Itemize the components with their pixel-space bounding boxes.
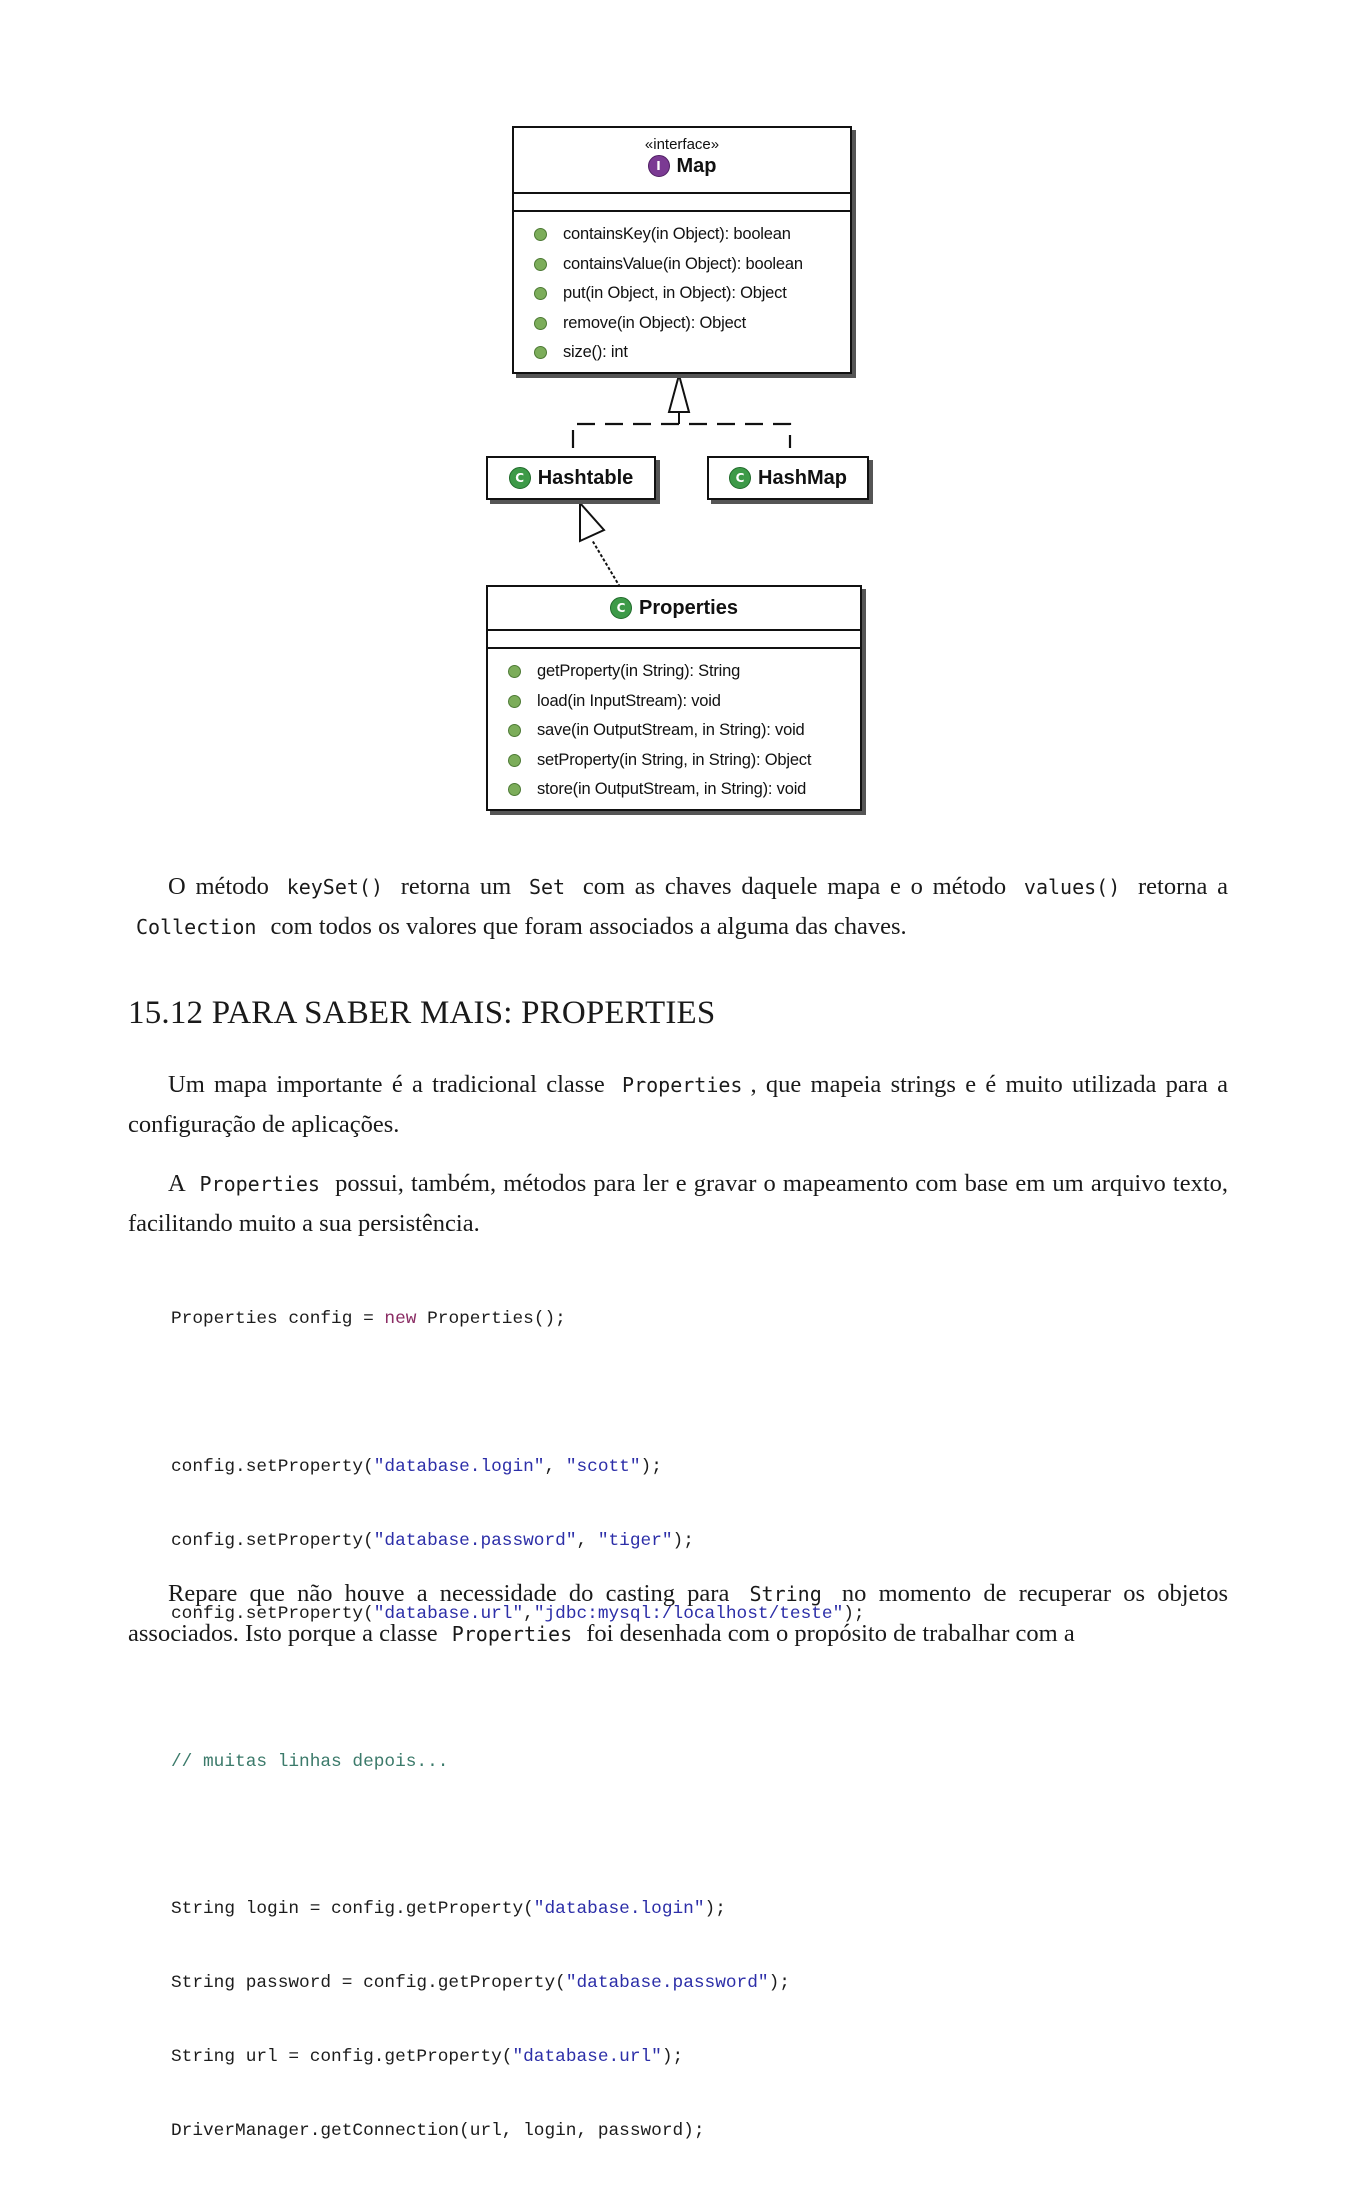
code-text: ); bbox=[640, 1456, 662, 1477]
uml-properties-name: Properties bbox=[639, 597, 738, 619]
uml-method-signature: size(): int bbox=[563, 343, 628, 362]
inline-code: Properties bbox=[451, 1622, 573, 1646]
code-string: "jdbc:mysql:/localhost/teste" bbox=[533, 1604, 844, 1625]
code-string: "database.password" bbox=[373, 1530, 577, 1551]
interface-icon: I bbox=[648, 155, 670, 177]
text: Um mapa importante é a tradicional classe bbox=[168, 1071, 615, 1098]
code-text: , bbox=[576, 1530, 598, 1551]
uml-class-diagram bbox=[0, 0, 1350, 830]
code-text: config.setProperty( bbox=[171, 1604, 374, 1625]
code-text: String url = config.getProperty( bbox=[171, 2047, 513, 2067]
code-text: ); bbox=[768, 1973, 790, 1994]
uml-method bbox=[514, 338, 850, 368]
uml-hashmap-title-row bbox=[729, 466, 847, 490]
code-block bbox=[171, 1258, 865, 2193]
inline-code: Properties bbox=[199, 1172, 320, 1196]
uml-hashtable-title-row bbox=[509, 466, 634, 490]
code-keyword: new bbox=[384, 1309, 417, 1330]
code-line-blank bbox=[171, 1824, 865, 1849]
code-text: , bbox=[544, 1456, 566, 1477]
code-text: ); bbox=[672, 1530, 694, 1551]
uml-method bbox=[488, 687, 860, 717]
code-line bbox=[171, 1971, 865, 1996]
paragraph-keyset-values bbox=[128, 867, 1228, 947]
code-text: ); bbox=[661, 2047, 684, 2067]
inline-code: Collection bbox=[136, 915, 257, 939]
text: O método bbox=[168, 873, 279, 900]
code-text: ); bbox=[704, 1899, 726, 1920]
code-text: ); bbox=[843, 1604, 865, 1625]
uml-method-signature: save(in OutputStream, in String): void bbox=[537, 721, 805, 740]
text: A bbox=[168, 1170, 192, 1197]
uml-method-signature: setProperty(in String, in String): Object bbox=[537, 750, 812, 769]
code-string: "database.login" bbox=[373, 1456, 545, 1477]
paragraph-properties-persistence bbox=[128, 1164, 1228, 1243]
text: retorna um bbox=[391, 873, 521, 900]
public-method-icon bbox=[508, 754, 521, 767]
code-string: "scott" bbox=[565, 1456, 641, 1477]
uml-method bbox=[488, 746, 860, 776]
code-string: "database.login" bbox=[533, 1899, 705, 1920]
uml-hashtable-name: Hashtable bbox=[537, 467, 634, 489]
text: , que mapeia strings e é muito utilizada para a configuração de aplicações. bbox=[128, 1071, 1228, 1138]
public-method-icon bbox=[534, 346, 547, 359]
code-text: Properties config = bbox=[171, 1309, 385, 1330]
uml-method bbox=[488, 657, 860, 687]
uml-method-signature: getProperty(in String): String bbox=[537, 662, 741, 681]
uml-class-properties bbox=[486, 585, 862, 811]
uml-class-hashtable bbox=[486, 456, 656, 500]
inline-code: Properties bbox=[622, 1073, 743, 1097]
uml-method-signature: store(in OutputStream, in String): void bbox=[537, 780, 807, 799]
text: foi desenhada com o propósito de trabalhar com a bbox=[580, 1620, 1075, 1647]
text: possui, também, métodos para ler e gravar o mapeamento com base em um arquivo texto, facilitando muito a sua persistência. bbox=[128, 1170, 1229, 1237]
public-method-icon bbox=[534, 287, 547, 300]
code-line bbox=[171, 1307, 865, 1332]
text: retorna a bbox=[1128, 873, 1228, 900]
code-text: , bbox=[523, 1604, 534, 1625]
uml-method bbox=[488, 775, 860, 805]
uml-map-name: Map bbox=[676, 155, 717, 177]
uml-properties-methods bbox=[488, 649, 860, 811]
code-comment: // muitas linhas depois... bbox=[171, 1751, 449, 1772]
uml-map-title-row bbox=[514, 154, 850, 178]
uml-method bbox=[488, 716, 860, 746]
uml-method-signature: remove(in Object): Object bbox=[563, 313, 746, 332]
code-line bbox=[171, 1455, 865, 1480]
section-heading: 15.12 PARA SABER MAIS: PROPERTIES bbox=[128, 995, 716, 1031]
code-text: DriverManager.getConnection(url, login, password); bbox=[171, 2120, 705, 2141]
uml-properties-title-row bbox=[610, 596, 738, 620]
uml-method-signature: load(in InputStream): void bbox=[537, 691, 721, 710]
code-string: "database.url" bbox=[512, 2047, 662, 2067]
text: com as chaves daquele mapa e o método bbox=[573, 873, 1016, 900]
code-string: "database.url" bbox=[373, 1604, 524, 1625]
uml-interface-map bbox=[512, 126, 852, 374]
code-line-blank bbox=[171, 1381, 865, 1406]
code-line-blank bbox=[171, 1676, 865, 1701]
code-text: config.setProperty( bbox=[171, 1530, 374, 1551]
text: no momento de recuperar os objetos associados. Isto porque a classe bbox=[128, 1580, 1228, 1647]
public-method-icon bbox=[534, 228, 547, 241]
code-string: "database.password" bbox=[565, 1973, 769, 1994]
public-method-icon bbox=[508, 783, 521, 796]
code-line bbox=[171, 2045, 865, 2070]
text: Repare que não houve a necessidade do casting para bbox=[168, 1580, 742, 1607]
code-line bbox=[171, 1529, 865, 1554]
code-line bbox=[171, 1897, 865, 1922]
code-text: Properties(); bbox=[416, 1309, 566, 1330]
paragraph-properties-intro bbox=[128, 1065, 1228, 1144]
uml-stereotype: «interface» bbox=[644, 136, 720, 153]
class-icon: C bbox=[509, 467, 531, 489]
uml-class-hashmap bbox=[707, 456, 869, 500]
public-method-icon bbox=[534, 317, 547, 330]
uml-method-signature: put(in Object, in Object): Object bbox=[563, 284, 787, 303]
public-method-icon bbox=[508, 695, 521, 708]
uml-properties-header bbox=[488, 587, 860, 631]
uml-map-header bbox=[514, 128, 850, 194]
uml-method bbox=[514, 220, 850, 250]
uml-hashmap-name: HashMap bbox=[758, 467, 847, 489]
code-line bbox=[171, 1750, 865, 1775]
class-icon: C bbox=[610, 597, 632, 619]
text: com todos os valores que foram associados a alguma das chaves. bbox=[264, 913, 907, 940]
uml-method bbox=[514, 309, 850, 339]
uml-method-signature: containsValue(in Object): boolean bbox=[563, 254, 803, 273]
paragraph-casting bbox=[128, 1574, 1228, 1654]
code-text: config.setProperty( bbox=[171, 1456, 374, 1477]
code-string: "tiger" bbox=[597, 1530, 673, 1551]
public-method-icon bbox=[508, 665, 521, 678]
public-method-icon bbox=[508, 724, 521, 737]
code-line bbox=[171, 2119, 865, 2144]
uml-method-signature: containsKey(in Object): boolean bbox=[563, 225, 791, 244]
inline-code: String bbox=[749, 1582, 822, 1606]
inline-code: values() bbox=[1023, 875, 1121, 899]
code-text: String login = config.getProperty( bbox=[171, 1899, 534, 1920]
uml-method bbox=[514, 279, 850, 309]
uml-map-attributes bbox=[514, 194, 850, 212]
class-icon: C bbox=[729, 467, 751, 489]
uml-map-methods bbox=[514, 212, 850, 374]
inline-code: keySet() bbox=[286, 875, 384, 899]
uml-method bbox=[514, 250, 850, 280]
code-text: String password = config.getProperty( bbox=[171, 1973, 566, 1994]
public-method-icon bbox=[534, 258, 547, 271]
inline-code: Set bbox=[528, 875, 566, 899]
uml-properties-attributes bbox=[488, 631, 860, 649]
